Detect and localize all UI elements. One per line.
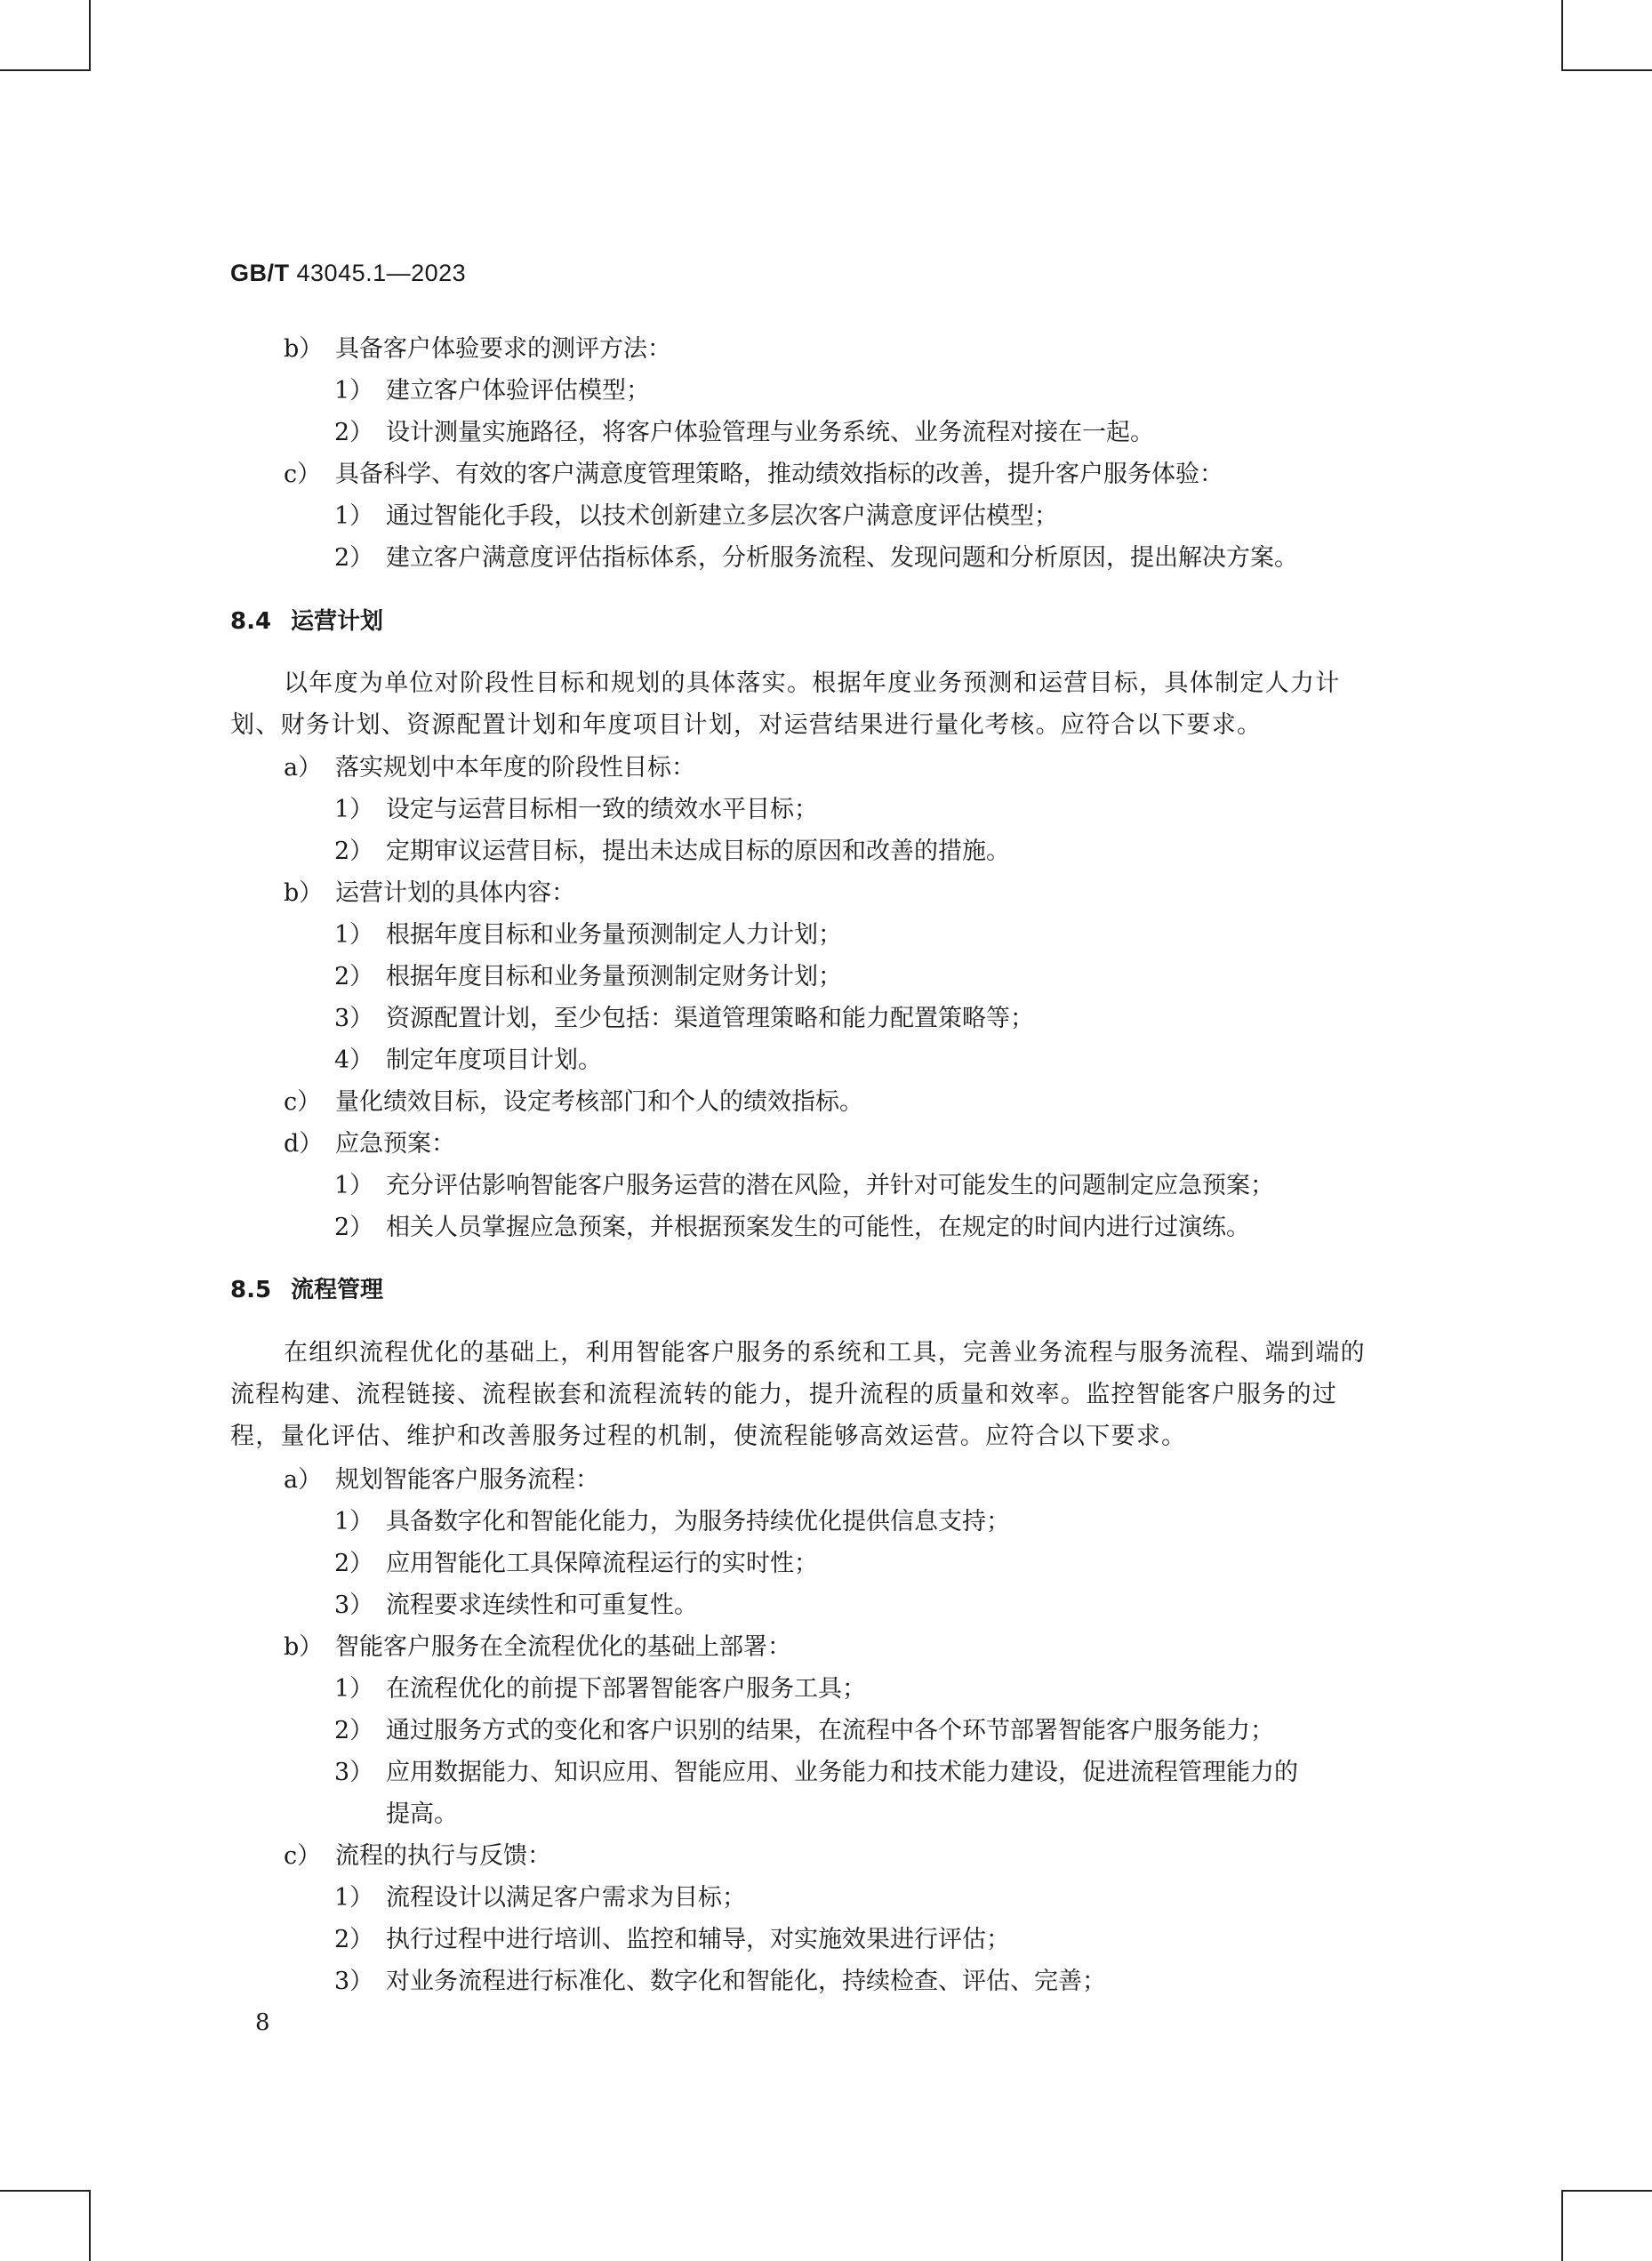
sub-list-text: 设定与运营目标相一致的绩效水平目标； — [386, 796, 818, 823]
sub-list-marker: 3） — [334, 1005, 374, 1032]
sub-list-text: 制定年度项目计划。 — [386, 1046, 602, 1074]
sub-list-text: 根据年度目标和业务量预测制定财务计划； — [386, 963, 842, 990]
list-text: 具备科学、有效的客户满意度管理策略，推动绩效指标的改善，提升客户服务体验： — [335, 461, 1223, 488]
sub-list-marker: 2） — [334, 1717, 374, 1744]
sub-list-marker: 3） — [334, 1592, 374, 1619]
sub-list-text: 在流程优化的前提下部署智能客户服务工具； — [386, 1675, 866, 1703]
crop-mark — [1561, 69, 1652, 71]
sub-list-marker: 4） — [334, 1046, 374, 1074]
crop-mark — [1561, 0, 1563, 71]
page-number: 8 — [255, 2009, 270, 2036]
sub-list-text: 资源配置计划，至少包括：渠道管理策略和能力配置策略等； — [386, 1005, 1034, 1032]
sub-list-marker: 1） — [334, 1884, 374, 1912]
list-marker: b） — [284, 879, 324, 907]
list-marker: c） — [284, 1088, 322, 1116]
sub-list-marker: 1） — [334, 796, 374, 823]
section-intro-paragraph: 以年度为单位对阶段性目标和规划的具体落实。根据年度业务预测和运营目标，具体制定人力计划、财务计划、资源配置计划和年度项目计划，对运营结果进行量化考核。应符合以下要求。 — [230, 669, 1341, 739]
sub-list-text: 应用智能化工具保障流程运行的实时性； — [386, 1550, 818, 1577]
list-text: 流程的执行与反馈： — [335, 1842, 551, 1870]
list-text: 规划智能客户服务流程： — [335, 1466, 599, 1494]
section-title: 流程管理 — [291, 1277, 384, 1303]
sub-list-text: 建立客户体验评估模型； — [386, 377, 650, 405]
sub-list-marker: 2） — [334, 1926, 374, 1953]
sub-list-text: 定期审议运营目标，提出未达成目标的原因和改善的措施。 — [386, 838, 1010, 865]
sub-list-text: 应用数据能力、知识应用、智能应用、业务能力和技术能力建设，促进流程管理能力的 — [386, 1759, 1298, 1786]
list-text: 量化绩效目标，设定考核部门和个人的绩效指标。 — [335, 1088, 863, 1116]
sub-list-text: 执行过程中进行培训、监控和辅导，对实施效果进行评估； — [386, 1926, 1010, 1953]
sub-list-marker: 2） — [334, 544, 374, 572]
sub-list-marker: 1） — [334, 377, 374, 405]
sub-list-marker: 1） — [334, 1675, 374, 1703]
sub-list-text: 对业务流程进行标准化、数字化和智能化，持续检查、评估、完善； — [386, 1968, 1106, 1995]
section-number: 8.5 — [230, 1277, 272, 1303]
section-number: 8.4 — [230, 608, 272, 635]
sub-list-marker: 2） — [334, 419, 374, 446]
sub-list-text: 流程要求连续性和可重复性。 — [386, 1592, 698, 1619]
sub-list-text: 通过智能化手段，以技术创新建立多层次客户满意度评估模型； — [386, 502, 1058, 530]
crop-mark — [89, 0, 91, 71]
crop-mark — [1561, 2190, 1563, 2261]
sub-list-text: 建立客户满意度评估指标体系，分析服务流程、发现问题和分析原因，提出解决方案。 — [386, 544, 1298, 572]
sub-list-text: 根据年度目标和业务量预测制定人力计划； — [386, 921, 842, 949]
sub-list-text: 设计测量实施路径，将客户体验管理与业务系统、业务流程对接在一起。 — [386, 419, 1154, 446]
sub-list-marker: 2） — [334, 1550, 374, 1577]
list-marker: c） — [284, 1842, 322, 1870]
list-text: 应急预案： — [335, 1130, 455, 1158]
list-marker: d） — [284, 1130, 324, 1158]
section-intro-paragraph: 在组织流程优化的基础上，利用智能客户服务的系统和工具，完善业务流程与服务流程、端到端的流程构建、流程链接、流程嵌套和流程流转的能力，提升流程的质量和效率。监控智能客户服务的过程，量化评估、维护和改善服务过程的机制，使流程能够高效运营。应符合以下要求。 — [230, 1339, 1366, 1450]
list-text: 具备客户体验要求的测评方法： — [335, 335, 671, 363]
list-text: 智能客户服务在全流程优化的基础上部署： — [335, 1633, 791, 1661]
sub-list-marker: 2） — [334, 838, 374, 865]
list-marker: a） — [284, 1466, 323, 1494]
list-marker: b） — [284, 335, 324, 363]
sub-list-text: 相关人员掌握应急预案，并根据预案发生的可能性，在规定的时间内进行过演练。 — [386, 1214, 1250, 1241]
sub-list-text: 具备数字化和智能化能力，为服务持续优化提供信息支持； — [386, 1508, 1010, 1535]
sub-list-text: 通过服务方式的变化和客户识别的结果，在流程中各个环节部署智能客户服务能力； — [386, 1717, 1274, 1744]
sub-list-text: 流程设计以满足客户需求为目标； — [386, 1884, 746, 1912]
sub-list-continuation-text: 提高。 — [386, 1800, 458, 1828]
sub-list-text: 充分评估影响智能客户服务运营的潜在风险，并针对可能发生的问题制定应急预案； — [386, 1172, 1274, 1199]
list-text: 运营计划的具体内容： — [335, 879, 575, 907]
sub-list-marker: 1） — [334, 1508, 374, 1535]
crop-mark — [1561, 2190, 1652, 2192]
standard-code: GB/T — [230, 260, 290, 286]
list-marker: a） — [284, 754, 323, 782]
document-header — [230, 260, 466, 287]
standard-number: 43045.1—2023 — [296, 260, 467, 286]
sub-list-marker: 3） — [334, 1968, 374, 1995]
sub-list-marker: 1） — [334, 502, 374, 530]
section-title: 运营计划 — [291, 608, 384, 635]
crop-mark — [89, 2190, 91, 2261]
sub-list-marker: 1） — [334, 921, 374, 949]
crop-mark — [0, 69, 91, 71]
list-text: 落实规划中本年度的阶段性目标： — [335, 754, 695, 782]
list-marker: c） — [284, 461, 322, 488]
sub-list-marker: 1） — [334, 1172, 374, 1199]
sub-list-marker: 3） — [334, 1759, 374, 1786]
crop-mark — [0, 2190, 91, 2192]
sub-list-marker: 2） — [334, 963, 374, 990]
sub-list-marker: 2） — [334, 1214, 374, 1241]
list-marker: b） — [284, 1633, 324, 1661]
